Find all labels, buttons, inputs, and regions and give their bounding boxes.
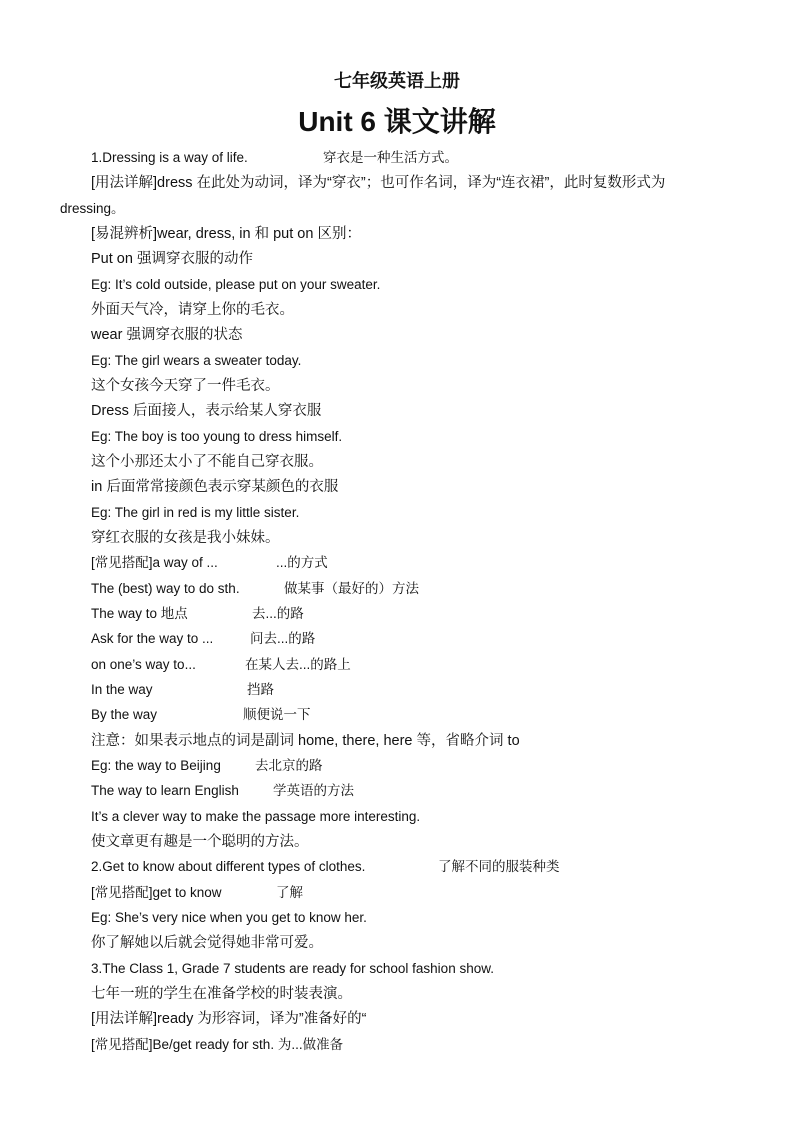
collocation-chinese: 学英语的方法 — [273, 783, 354, 798]
example-translation: 去北京的路 — [255, 758, 323, 773]
collocation-chinese: 挡路 — [247, 682, 274, 697]
example-sentence: Eg: The boy is too young to dress himself. — [91, 429, 343, 444]
collocation-english: By the way — [91, 707, 158, 722]
example-translation: 这个女孩今天穿了一件毛衣。 — [91, 378, 280, 394]
collocation-line — [91, 654, 351, 676]
collocation-chinese: ...的方式 — [276, 555, 328, 570]
collocation-line — [91, 704, 311, 726]
collocation-line — [91, 603, 304, 625]
confusion-note: [易混辨析]wear, dress, in 和 put on 区别： — [91, 226, 361, 242]
collocation-chinese: 了解 — [276, 885, 303, 900]
point-1-line — [91, 147, 458, 169]
point-1-chinese: 穿衣是一种生活方式。 — [323, 150, 458, 165]
collocation-english: on one’s way to... — [91, 657, 196, 672]
example-translation: 外面天气冷，请穿上你的毛衣。 — [91, 302, 294, 318]
example-sentence: Eg: the way to Beijing — [91, 758, 221, 773]
collocation-line: [常见搭配]Be/get ready for sth. 为...做准备 — [91, 1037, 344, 1052]
usage-note: [用法详解]dress 在此处为动词，译为“穿衣”；也可作名词，译为“连衣裙”，此时复数形式为 — [91, 175, 666, 191]
in-note: in 后面常常接颜色表示穿某颜色的衣服 — [91, 479, 339, 495]
example-sentence: Eg: The girl wears a sweater today. — [91, 353, 302, 368]
collocation-chinese: 做某事（最好的）方法 — [284, 581, 419, 596]
grade-title: 七年级英语上册 — [334, 71, 460, 91]
point-3-chinese: 七年一班的学生在准备学校的时装表演。 — [91, 986, 352, 1002]
example-sentence: Eg: She’s very nice when you get to know her. — [91, 910, 367, 925]
point-2-line — [91, 856, 560, 878]
collocation-line — [91, 882, 303, 904]
attention-note: 注意：如果表示地点的词是副词 home, there, here 等，省略介词 to — [91, 733, 520, 749]
unit-title: Unit 6 课文讲解 — [298, 106, 496, 137]
collocation-english: In the way — [91, 682, 153, 697]
usage-note: [用法详解]ready 为形容词，译为”准备好的“ — [91, 1011, 367, 1027]
example-translation: 这个小那还太小了不能自己穿衣服。 — [91, 454, 323, 470]
collocation-line — [91, 679, 274, 701]
collocation-chinese: 去...的路 — [252, 606, 304, 621]
collocation-line — [91, 578, 419, 600]
dress-note: Dress 后面接人，表示给某人穿衣服 — [91, 403, 322, 419]
usage-note-cont: dressing。 — [60, 201, 125, 216]
collocation-english: The way to learn English — [91, 783, 239, 798]
example-sentence: Eg: It’s cold outside, please put on your sweater. — [91, 277, 381, 292]
wear-note: wear 强调穿衣服的状态 — [91, 327, 243, 343]
collocation-english: The way to 地点 — [91, 606, 188, 621]
example-translation: 穿红衣服的女孩是我小妹妹。 — [91, 530, 280, 546]
point-3-english: 3.The Class 1, Grade 7 students are ready for school fashion show. — [91, 961, 494, 976]
collocation-line — [91, 628, 316, 650]
collocation-chinese: 顺便说一下 — [243, 707, 311, 722]
point-1-english: 1.Dressing is a way of life. — [91, 150, 248, 165]
example-translation: 使文章更有趣是一个聪明的方法。 — [91, 834, 309, 850]
example-sentence: It’s a clever way to make the passage more interesting. — [91, 809, 421, 824]
example-sentence: Eg: The girl in red is my little sister. — [91, 505, 300, 520]
point-2-english: 2.Get to know about different types of clothes. — [91, 859, 366, 874]
point-2-chinese: 了解不同的服装种类 — [438, 859, 560, 874]
collocation-english: The (best) way to do sth. — [91, 581, 240, 596]
collocation-english: [常见搭配]get to know — [91, 885, 222, 900]
collocation-chinese: 在某人去...的路上 — [245, 657, 351, 672]
collocation-line — [91, 552, 328, 574]
collocation-chinese: 问去...的路 — [250, 631, 316, 646]
collocation-line — [91, 780, 354, 802]
collocation-line — [91, 755, 323, 777]
collocation-english: [常见搭配]a way of ... — [91, 555, 218, 570]
put-on-note: Put on 强调穿衣服的动作 — [91, 251, 253, 267]
example-translation: 你了解她以后就会觉得她非常可爱。 — [91, 935, 323, 951]
collocation-english: Ask for the way to ... — [91, 631, 214, 646]
